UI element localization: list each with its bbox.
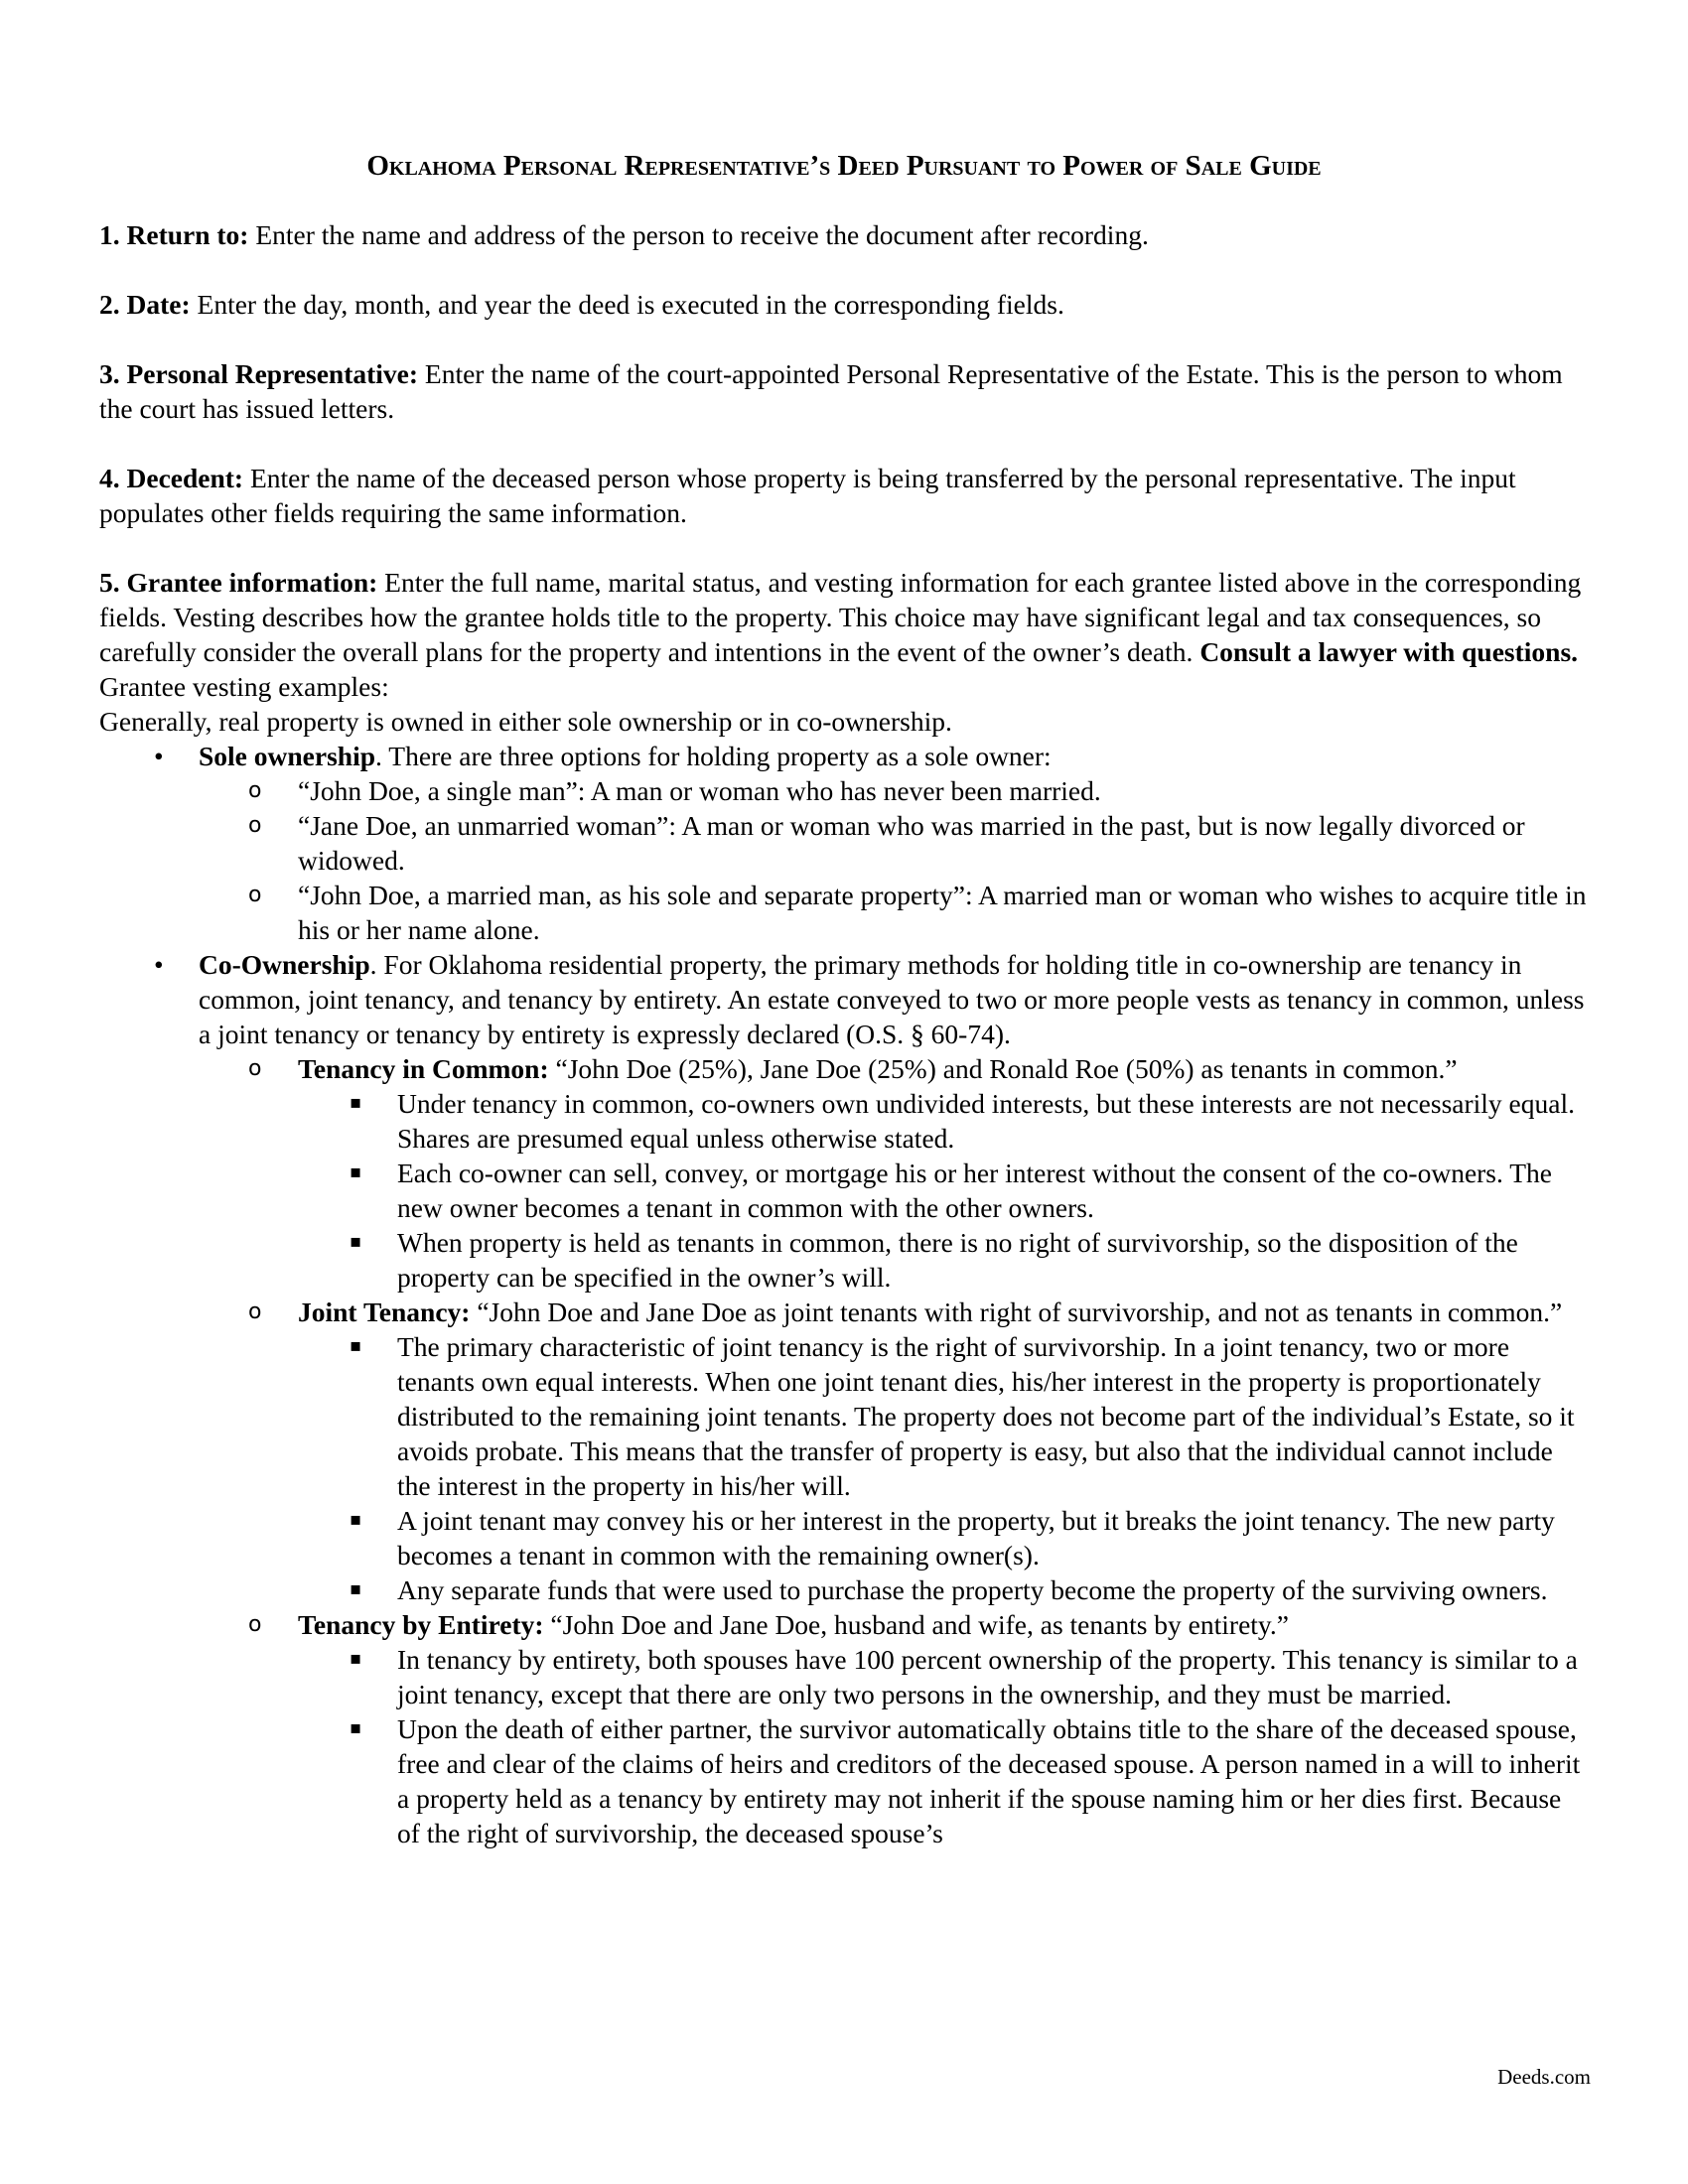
list-item-tenancy-in-common	[99, 1051, 1589, 1086]
list-item	[99, 808, 1589, 878]
item-text: “John Doe and Jane Doe, husband and wife, as tenants by entirety.”	[543, 1609, 1289, 1640]
list-item	[99, 1642, 1589, 1711]
vesting-heading: Grantee vesting examples:	[99, 671, 389, 702]
section-label: 5. Grantee information:	[99, 567, 378, 598]
square-bullet-icon: ▪	[350, 1648, 362, 1669]
square-bullet-icon: ▪	[350, 1335, 362, 1356]
item-text: “Jane Doe, an unmarried woman”: A man or woman who was married in the past, but is now legally divorced or widowed.	[298, 810, 1525, 876]
item-label: Tenancy by Entirety:	[298, 1609, 544, 1640]
item-text: “John Doe, a married man, as his sole and separate property”: A married man or woman who wishes to acquire title in his or her name alone.	[298, 880, 1587, 945]
item-text: . For Oklahoma residential property, the primary methods for holding title in co-ownership are tenancy in common, joint tenancy, and tenancy by entirety. An estate conveyed to two or more people vests as tenancy in common, unless a joint tenancy or tenancy by entirety is expressly declared (O.S. § 60-74).	[199, 949, 1585, 1049]
section-text: Enter the name of the deceased person whose property is being transferred by the personal representative. The input populates other fields requiring the same information.	[99, 463, 1516, 528]
square-bullet-icon: ▪	[350, 1717, 362, 1738]
section-text: Enter the name and address of the person to receive the document after recording.	[248, 219, 1149, 250]
circle-bullet-icon: o	[248, 883, 262, 907]
item-text: “John Doe, a single man”: A man or woman who has never been married.	[298, 775, 1101, 806]
item-label: Co-Ownership	[199, 949, 370, 980]
item-label: Joint Tenancy:	[298, 1297, 471, 1327]
section-personal-representative	[99, 356, 1589, 426]
list-item	[99, 878, 1589, 947]
section-label: 2. Date:	[99, 289, 191, 320]
footer-brand: Deeds.com	[1497, 2065, 1591, 2089]
item-text: “John Doe and Jane Doe as joint tenants with right of survivorship, and not as tenants in common.”	[470, 1297, 1563, 1327]
section-label: 1. Return to:	[99, 219, 249, 250]
square-bullet-icon: ▪	[350, 1578, 362, 1599]
section-grantee-information	[99, 565, 1589, 669]
section-text: Enter the name of the court-appointed Personal Representative of the Estate. This is the person to whom the court has issued letters.	[99, 358, 1563, 424]
item-text: “John Doe (25%), Jane Doe (25%) and Ronald Roe (50%) as tenants in common.”	[548, 1053, 1458, 1084]
document-title: Oklahoma Personal Representative’s Deed Pursuant to Power of Sale Guide	[366, 150, 1322, 182]
square-bullet-icon: ▪	[350, 1509, 362, 1530]
list-item-co-ownership	[99, 947, 1589, 1051]
circle-bullet-icon: o	[248, 1299, 262, 1324]
list-item-tenancy-by-entirety	[99, 1607, 1589, 1642]
item-text: In tenancy by entirety, both spouses have 100 percent ownership of the property. This tenancy is similar to a joint tenancy, except that there are only two persons in the ownership, and they must be married.	[397, 1644, 1578, 1709]
bullet-icon: •	[154, 949, 164, 980]
list-item	[99, 1156, 1589, 1225]
list-item	[99, 1086, 1589, 1156]
list-item	[99, 1329, 1589, 1503]
item-text: When property is held as tenants in common, there is no right of survivorship, so the disposition of the property can be specified in the owner’s will.	[397, 1227, 1518, 1293]
item-text: Each co-owner can sell, convey, or mortgage his or her interest without the consent of the co-owners. The new owner becomes a tenant in common with the other owners.	[397, 1158, 1553, 1223]
section-text: Enter the full name, marital status, and vesting information for each grantee listed above in the corresponding fields. Vesting describes how the grantee holds title to the property. This choice may have significant legal and tax consequences, so carefully consider the overall plans for the property and intentions in the event of the owner’s death.	[99, 567, 1582, 667]
square-bullet-icon: ▪	[350, 1231, 362, 1252]
list-item	[99, 1225, 1589, 1295]
item-text: . There are three options for holding property as a sole owner:	[375, 741, 1052, 771]
circle-bullet-icon: o	[248, 1056, 262, 1081]
list-item	[99, 1572, 1589, 1607]
section-date	[99, 287, 1589, 322]
item-text: Under tenancy in common, co-owners own undivided interests, but these interests are not necessarily equal. Shares are presumed equal unless otherwise stated.	[397, 1088, 1575, 1154]
section-label: 3. Personal Representative:	[99, 358, 419, 389]
circle-bullet-icon: o	[248, 813, 262, 838]
consult-lawyer-note: Consult a lawyer with questions.	[1199, 636, 1579, 667]
section-decedent	[99, 461, 1589, 530]
section-label: 4. Decedent:	[99, 463, 244, 493]
list-item	[99, 1711, 1589, 1850]
vesting-list	[99, 739, 1589, 1850]
item-text: Any separate funds that were used to purchase the property become the property of the surviving owners.	[397, 1574, 1548, 1605]
item-text: A joint tenant may convey his or her interest in the property, but it breaks the joint tenancy. The new party becomes a tenant in common with the remaining owner(s).	[397, 1505, 1555, 1570]
document-body	[99, 149, 1589, 1850]
square-bullet-icon: ▪	[350, 1092, 362, 1113]
section-text: Enter the day, month, and year the deed is executed in the corresponding fields.	[190, 289, 1064, 320]
list-item	[99, 1503, 1589, 1572]
item-label: Tenancy in Common:	[298, 1053, 549, 1084]
item-text: The primary characteristic of joint tenancy is the right of survivorship. In a joint tenancy, two or more tenants own equal interests. When one joint tenant dies, his/her interest in the property is proportionately distributed to the remaining joint tenants. The property does not become part of the individual’s Estate, so it avoids probate. This means that the transfer of property is easy, but also that the individual cannot include the interest in the property in his/her will.	[397, 1331, 1575, 1501]
section-return-to	[99, 217, 1589, 252]
square-bullet-icon: ▪	[350, 1161, 362, 1182]
circle-bullet-icon: o	[248, 778, 262, 803]
list-item-joint-tenancy	[99, 1295, 1589, 1329]
list-item	[99, 773, 1589, 808]
bullet-icon: •	[154, 741, 164, 771]
item-text: Upon the death of either partner, the survivor automatically obtains title to the share of the deceased spouse, free and clear of the claims of heirs and creditors of the deceased spouse. A person named in a will to inherit a property held as a tenancy by entirety may not inherit if the spouse naming him or her dies first. Because of the right of survivorship, the deceased spouse’s	[397, 1713, 1581, 1848]
circle-bullet-icon: o	[248, 1612, 262, 1637]
item-label: Sole ownership	[199, 741, 376, 771]
list-item-sole-ownership	[99, 739, 1589, 773]
vesting-intro: Generally, real property is owned in either sole ownership or in co-ownership.	[99, 706, 952, 737]
